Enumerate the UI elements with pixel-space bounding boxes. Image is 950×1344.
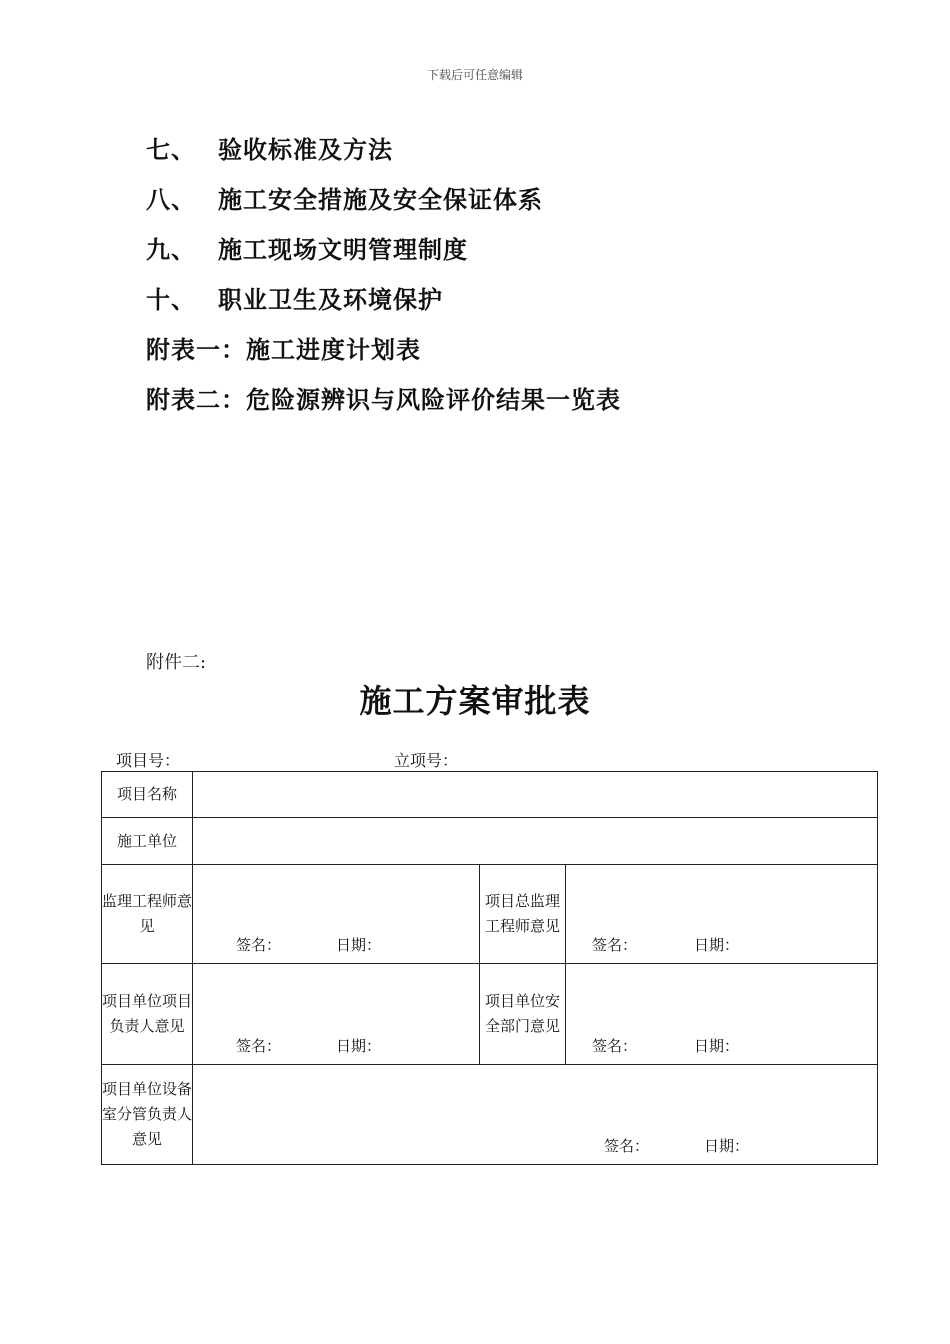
toc-item-text: 职业卫生及环境保护 [218, 285, 443, 314]
owner-safety-dept-opinion-label: 项目单位安全部门意见 [480, 964, 566, 1065]
signature-label: 签名： [604, 1137, 650, 1155]
toc-item [146, 230, 621, 280]
owner-equipment-manager-opinion-field[interactable] [193, 1065, 878, 1165]
toc-item-text: 施工现场文明管理制度 [218, 235, 468, 264]
toc-item-number: 附表一： [146, 335, 246, 364]
supervisor-engineer-opinion-field[interactable] [193, 865, 480, 964]
toc-item [146, 330, 621, 380]
owner-project-manager-opinion-label: 项目单位项目负责人意见 [102, 964, 193, 1065]
toc-item-number: 九、 [146, 235, 196, 264]
toc-item-number: 七、 [146, 135, 196, 164]
table-row [102, 772, 878, 818]
toc-item-number: 八、 [146, 185, 196, 214]
toc-item-number: 附表二： [146, 385, 246, 414]
owner-project-manager-opinion-field[interactable] [193, 964, 480, 1065]
signature-label: 签名： [592, 936, 638, 954]
toc-item [146, 180, 621, 230]
chief-supervisor-opinion-field[interactable] [566, 865, 878, 964]
table-row [102, 964, 878, 1065]
date-label: 日期： [336, 1037, 382, 1055]
toc-item-text: 施工进度计划表 [246, 335, 421, 364]
project-number-label: 项目号： [116, 751, 181, 770]
attachment-label: 附件二: [146, 652, 207, 673]
form-title: 施工方案审批表 [359, 682, 591, 720]
toc-item [146, 280, 621, 330]
signature-label: 签名： [236, 1037, 282, 1055]
table-row [102, 865, 878, 964]
date-label: 日期： [694, 936, 740, 954]
table-row [102, 818, 878, 865]
toc-item-text: 施工安全措施及安全保证体系 [218, 185, 543, 214]
toc-item-number: 十、 [146, 285, 196, 314]
table-row [102, 1065, 878, 1165]
header-note: 下载后可任意编辑 [426, 68, 523, 82]
toc-item [146, 380, 621, 430]
project-name-field[interactable] [193, 772, 878, 818]
toc-item-text: 危险源辨识与风险评价结果一览表 [246, 385, 621, 414]
contractor-field[interactable] [193, 818, 878, 865]
signature-label: 签名： [592, 1037, 638, 1055]
date-label: 日期： [704, 1137, 750, 1155]
supervisor-engineer-opinion-label: 监理工程师意见 [102, 865, 193, 964]
approval-form-table [101, 771, 878, 1165]
toc-item [146, 130, 621, 180]
table-of-contents [146, 130, 621, 430]
date-label: 日期： [336, 936, 382, 954]
project-name-label: 项目名称 [102, 772, 193, 818]
contractor-label: 施工单位 [102, 818, 193, 865]
owner-equipment-manager-opinion-label: 项目单位设备室分管负责人意见 [102, 1065, 193, 1165]
toc-item-text: 验收标准及方法 [218, 135, 393, 164]
chief-supervisor-opinion-label: 项目总监理工程师意见 [480, 865, 566, 964]
date-label: 日期： [694, 1037, 740, 1055]
owner-safety-dept-opinion-field[interactable] [566, 964, 878, 1065]
signature-label: 签名： [236, 936, 282, 954]
approval-number-label: 立项号： [394, 751, 459, 770]
